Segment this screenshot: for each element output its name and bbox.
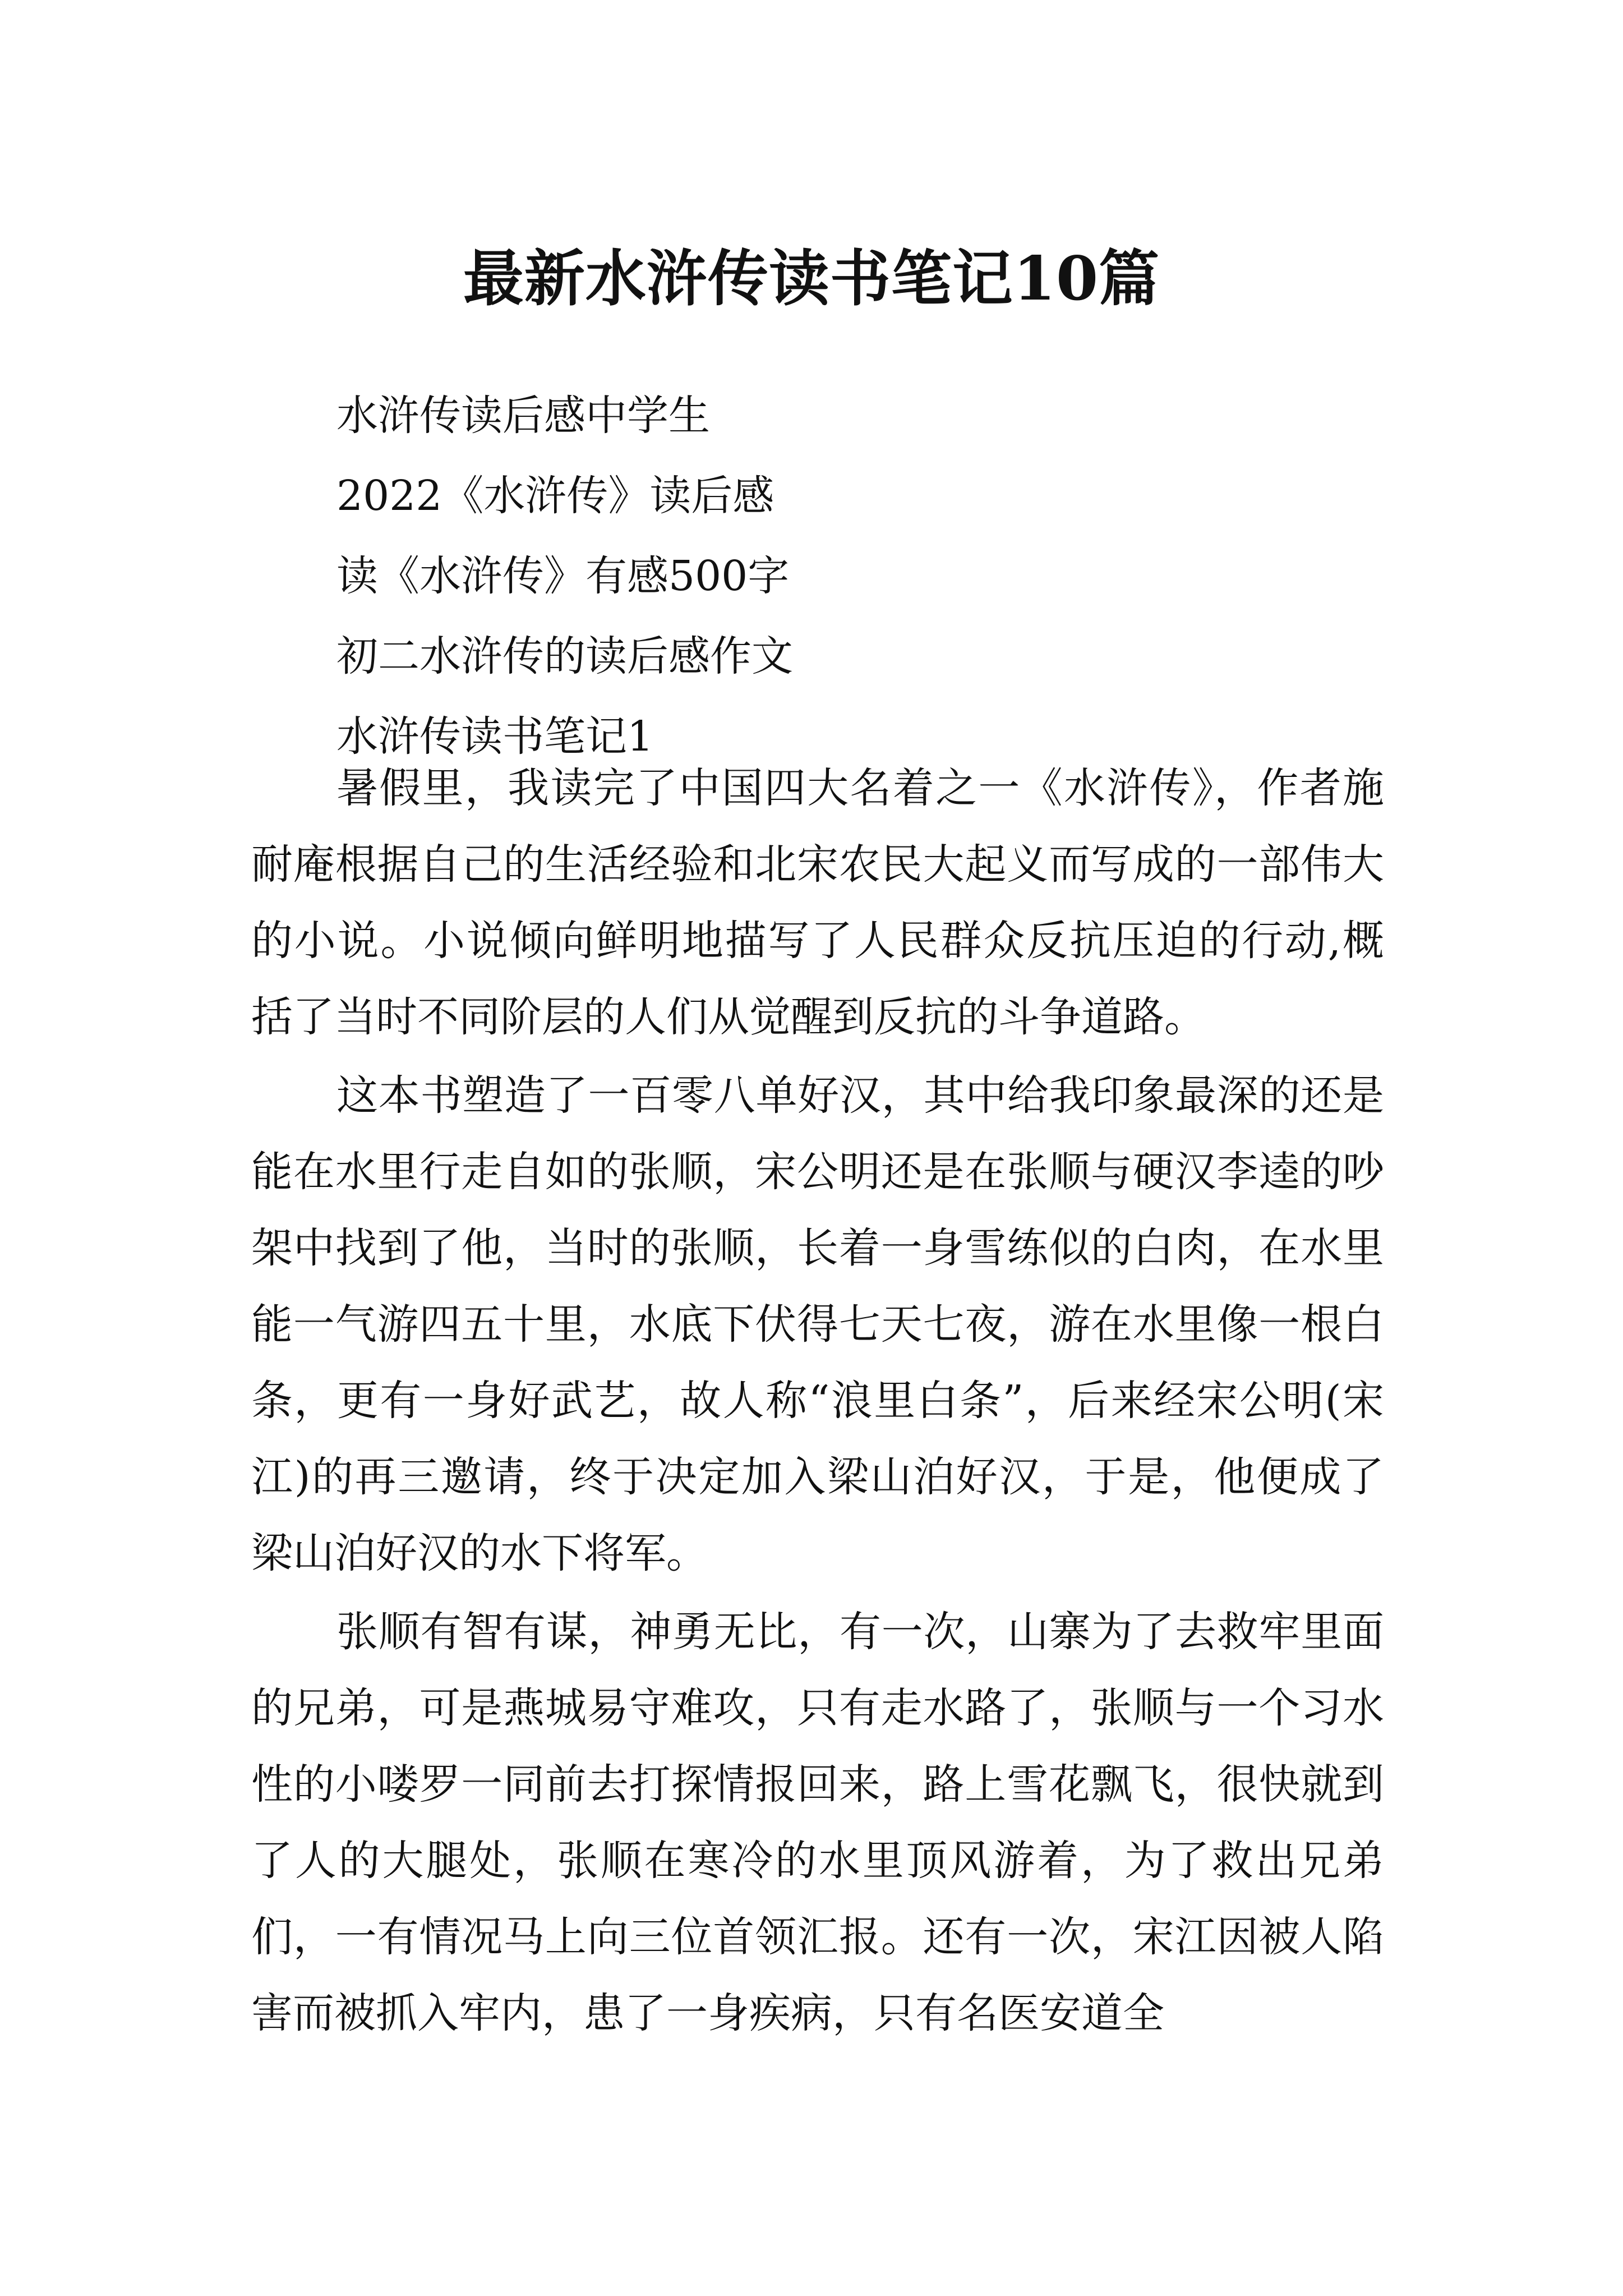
paragraph: 张顺有智有谋，神勇无比，有一次，山寨为了去救牢里面的兄弟，可是燕城易守难攻，只有走水路了，张顺与一个习水性的小喽罗一同前去打探情报回来，路上雪花飘飞，很快就到了人的大腿处，张顺在寒冷的水里顶风游着，为了救出兄弟们，一有情况马上向三位首领汇报。还有一次，宋江因被人陷害而被抓入牢内，患了一身疾病，只有名医安道全 <box>251 1608 1384 2037</box>
table-of-contents <box>336 376 1402 777</box>
paragraph: 暑假里，我读完了中国四大名着之一《水浒传》，作者施耐庵根据自己的生活经验和北宋农民大起义而写成的一部伟大的小说。小说倾向鲜明地描写了人民群众反抗压迫的行动,概括了当时不同阶层的人们从觉醒到反抗的斗争道路。 <box>251 764 1384 1041</box>
toc-item: 水浒传读书笔记1 <box>336 712 654 761</box>
body-text <box>251 750 1384 2051</box>
toc-item: 初二水浒传的读后感作文 <box>336 632 793 680</box>
paragraph: 这本书塑造了一百零八单好汉，其中给我印象最深的还是能在水里行走自如的张顺，宋公明还是在张顺与硬汉李逵的吵架中找到了他，当时的张顺，长着一身雪练似的白肉，在水里能一气游四五十里，水底下伏得七天七夜，游在水里像一根白条，更有一身好武艺，故人称“浪里白条”，后来经宋公明(宋江)的再三邀请，终于决定加入梁山泊好汉，于是，他便成了梁山泊好汉的水下将军。 <box>251 1071 1384 1577</box>
document-title: 最新水浒传读书笔记10篇 <box>463 243 1160 315</box>
toc-item: 2022《水浒传》读后感 <box>336 472 774 520</box>
toc-item: 读《水浒传》有感500字 <box>336 552 790 600</box>
toc-item: 水浒传读后感中学生 <box>336 392 710 440</box>
